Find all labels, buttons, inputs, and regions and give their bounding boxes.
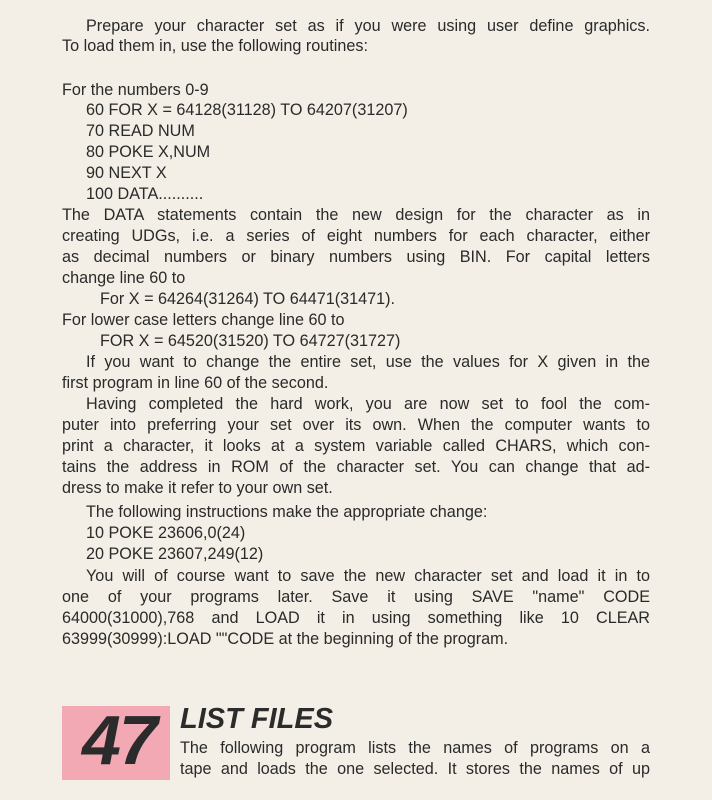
paragraph-line: one of your programs later. Save it using SAVE "name" CODE [62,588,650,606]
paragraph-line: 63999(30999):LOAD ""CODE at the beginning of the program. [62,630,509,648]
code-line: For X = 64264(31264) TO 64471(31471). [100,290,396,308]
code-line: 70 READ NUM [86,122,195,140]
paragraph-line: creating UDGs, i.e. a series of eight numbers for each character, either [62,227,650,245]
paragraph-line: 64000(31000),768 and LOAD it in using something like 10 CLEAR [62,609,650,627]
paragraph-line: For the numbers 0-9 [62,81,209,99]
section-intro-line: The following program lists the names of programs on a [180,739,650,757]
code-line: 100 DATA.......... [86,185,204,203]
paragraph-line: To load them in, use the following routines: [62,37,368,55]
paragraph-line: The following instructions make the appropriate change: [86,503,488,521]
paragraph-line: dress to make it refer to your own set. [62,479,333,497]
paragraph-line: Having completed the hard work, you are now set to fool the com- [86,395,650,413]
paragraph-line: tains the address in ROM of the character set. You can change that ad- [62,458,650,476]
paragraph-line: change line 60 to [62,269,186,287]
paragraph-line: The DATA statements contain the new design for the character as in [62,206,650,224]
paragraph-line: as decimal numbers or binary numbers using BIN. For capital letters [62,248,650,266]
paragraph-line: Prepare your character set as if you were using user define graphics. [86,17,650,35]
code-line: 80 POKE X,NUM [86,143,211,161]
paragraph-line: If you want to change the entire set, use the values for X given in the [86,353,650,371]
section-intro-line: tape and loads the one selected. It stores the names of up [180,760,650,778]
paragraph-line: print a character, it looks at a system variable called CHARS, which con- [62,437,650,455]
paragraph-line: first program in line 60 of the second. [62,374,329,392]
paragraph-line: puter into preferring your set over its own. When the computer wants to [62,416,650,434]
section-title: LIST FILES [180,703,334,735]
section-number: 47 [82,701,156,779]
code-line: 20 POKE 23607,249(12) [86,545,264,563]
code-line: 90 NEXT X [86,164,167,182]
paragraph-line: For lower case letters change line 60 to [62,311,345,329]
code-line: 10 POKE 23606,0(24) [86,524,246,542]
code-line: 60 FOR X = 64128(31128) TO 64207(31207) [86,101,408,119]
paragraph-line: You will of course want to save the new character set and load it in to [86,567,650,585]
code-line: FOR X = 64520(31520) TO 64727(31727) [100,332,401,350]
